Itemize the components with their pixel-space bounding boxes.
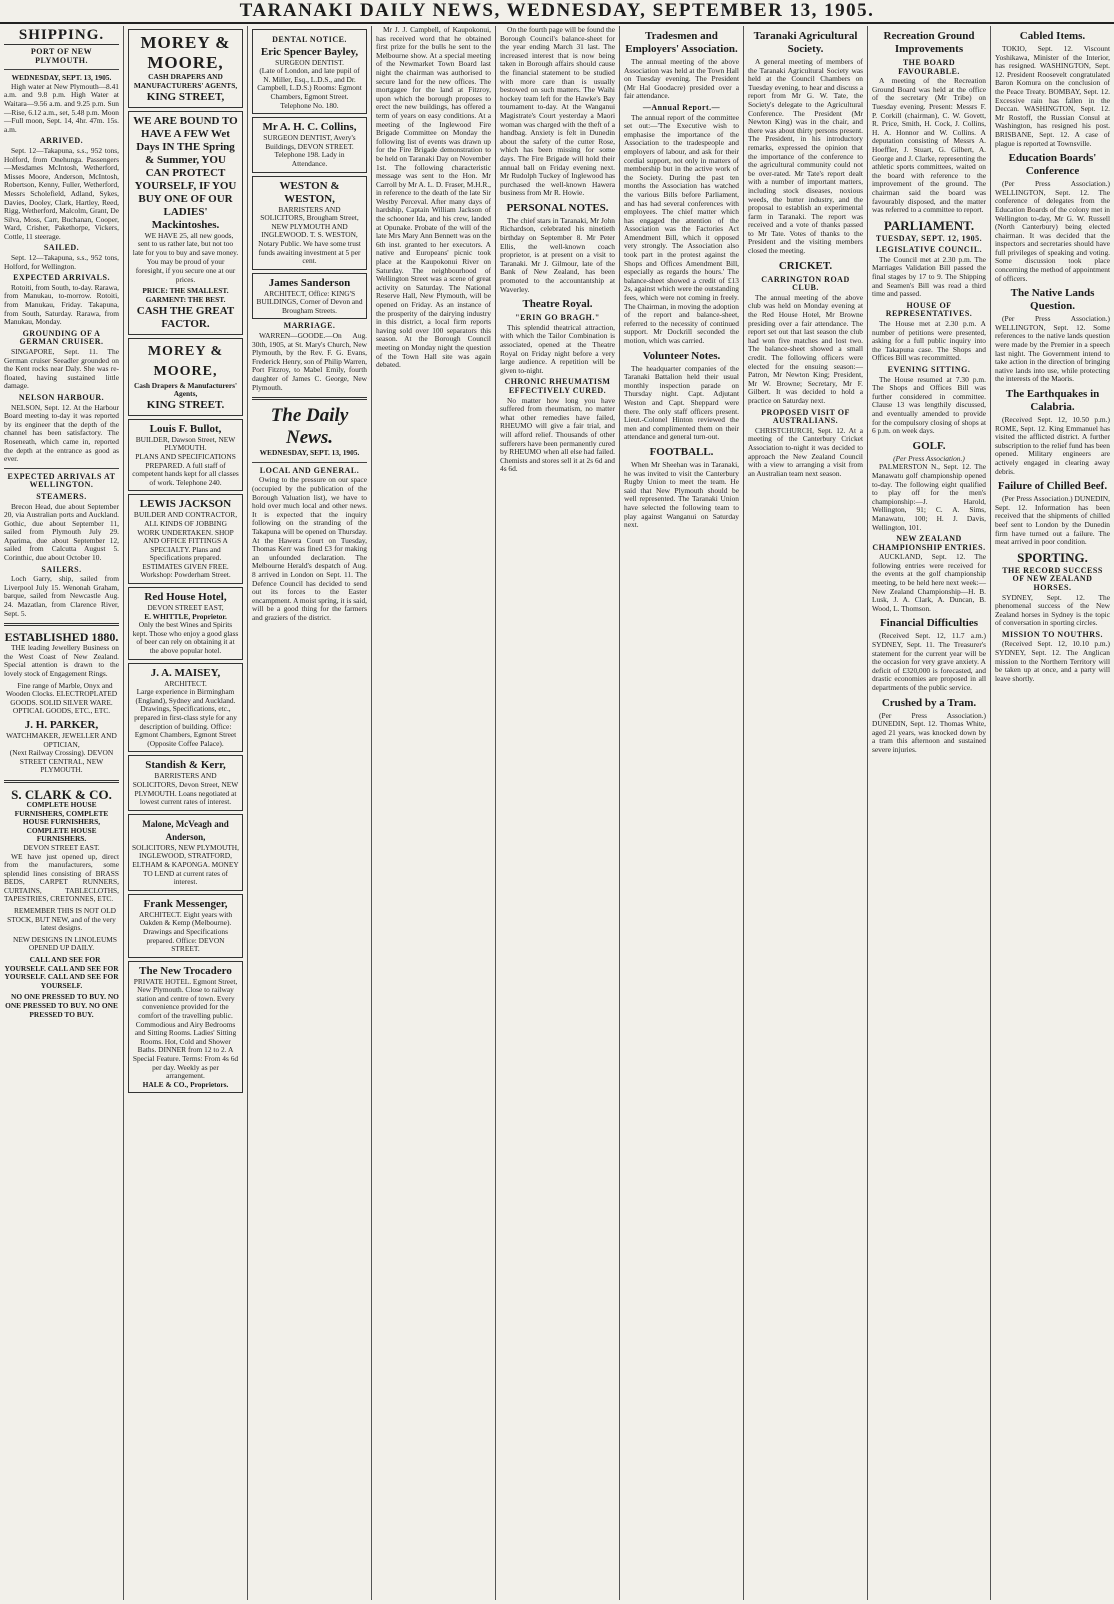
standish-name: Standish & Kerr, [145, 759, 226, 772]
hale-name: HALE & CO., Proprietors. [142, 1079, 229, 1089]
sailers-heading: SAILERS. [41, 564, 82, 574]
red-house-address: DEVON STREET EAST, [147, 603, 224, 613]
sanderson-name: James Sanderson [268, 276, 351, 289]
parker-name: J. H. PARKER, [24, 718, 99, 731]
expected-heading: EXPECTED ARRIVALS. [13, 273, 110, 283]
standish-text: BARRISTERS AND SOLICITORS, Devon Street, NEW PLYMOUTH. Loans negotiated at lowest current rates of interest. [132, 771, 239, 807]
clark-trade: COMPLETE HOUSE FURNISHERS, COMPLETE HOUSE FURNISHERS, COMPLETE HOUSE FURNISHERS. [14, 799, 109, 844]
malone-ad [128, 814, 243, 891]
daily-news-date: WEDNESDAY, SEPT. 13, 1905. [259, 448, 360, 458]
recreation-subheading: THE BOARD FAVOURABLE. [898, 58, 960, 76]
column-ads-1 [124, 26, 248, 1600]
messenger-name: Frank Messenger, [143, 897, 228, 910]
annual-report-text: The annual report of the committee set out:—'The Executive wish to emphasise the importance of the Association to the tradespeople and employers of labour, and ask for their cordial support, not only in matters of membership but in the active work of the Society. During the past ten months the Association has watched the various Bills before Parliament, and has had several conferences with employees. The chief matter which has engaged the attention of the Association was the Factories Act Amendment Bill, which it opposed very strongly. The Association also took part in the protest against the Shops and Offices Amendment Bill, especially as regards the hours.' The balance-sheet showed a credit of £13 2s, against which were the outstanding fees, which were not coming in freely. The Chairman, in moving the adoption of the report and balance-sheet, referred to the necessity of continued support. Mr Dockrill seconded the motion, which was carried. [624, 112, 739, 345]
local-general-text: Owing to the pressure on our space (occupied by the publication of the Borough Valuation list), we have to hold over much local and other news. It is expected that the inquiry following on the stranding of the Takapuna will be opened on Thursday. At the Hawera Court on Tuesday, Thomas Kerr was fined £3 for making an unfounded declaration. The Melbourne Herald's despatch of Aug. 8 arrived in London on Sept. 11. The Defence Council has decided to send out its forces to the Easter encampment. A moist spring, it is said, will be a good thing for the farmers and graziers of the district. [252, 475, 367, 622]
established-heading: ESTABLISHED 1880. [4, 630, 119, 645]
marriage-heading: MARRIAGE. [283, 321, 336, 331]
arrived-heading: ARRIVED. [39, 136, 84, 146]
masthead: TARANAKI DAILY NEWS, WEDNESDAY, SEPTEMBER 13, 1905. [0, 0, 1114, 24]
football-heading: FOOTBALL. [649, 445, 714, 458]
personal-heading: PERSONAL NOTES. [506, 201, 609, 214]
jackson-ad [128, 494, 243, 584]
maisey-ad [128, 663, 243, 753]
divider [4, 623, 119, 626]
local-news-text: Mr J. J. Campbell, of Kaupokonui, has received word that he obtained first prize for the bulls he sent to the Melbourne show. At a special meeting of the Newmarket Town Board last night the chairman was authorised to secure land for the new offices. The mortgagee for the land at Fitzroy, upon which the borough proposes to erect the new buildings, has offered a term of years on easy conditions. At a meeting of the Inglewood Fire Brigade Committee on Monday the following list of events was drawn up for the Fire Brigade demonstration to be held on Taranaki Day on November 1st. The following characteristic message was sent to the Hon. Mr Carroll by Mr A. L. D. Fraser, M.H.R., in reference to the death of the late Sir Westby Perceval. After many days of hardship, Captain William Jackson of the schooner Ida, and his crew, landed at Opunake. Probate of the will of the late Mrs Mary Ann Bennett was on the 6th inst. granted to her executors. A native and Europeans' picnic took place at the Kaupokonui River on Saturday. The neighbourhood of Wellington Street was a scene of great activity on Saturday. The National Reserve Hall, New Plymouth, will be opened on Friday. As an instance of the prosperity of the dairying industry in this district, a local firm reports having sold over 100 separators this season. At the Borough Council meeting on Monday night the question of the Town Hall site was again debated. [376, 26, 491, 370]
column-tradesmen [620, 26, 744, 1600]
education-text: (Per Press Association.) WELLINGTON, Sept. 12. The conference of delegates from the Education Boards of the colony met in Wellington to-day, Mr G. W. Russell (North Canterbury) being elected chairman. It was decided that the inspectors and secretaries should have full privileges of speaking and voting. Some discussion took place concerning the method of appointment of officers. [995, 179, 1110, 283]
education-heading: Education Boards' Conference [1008, 152, 1097, 178]
tradesmen-heading: Tradesmen and Employers' Association. [625, 30, 738, 55]
bayley-name: Eric Spencer Bayley, [260, 45, 359, 58]
native-lands-heading: The Native Lands Question. [1010, 287, 1095, 313]
legislative-text: The Council met at 2.30 p.m. The Marriages Validation Bill passed the final stages by 17 to 9. The Shipping and Seamen's Bill was read a third time and passed. [872, 254, 986, 299]
expected-wellington-heading: EXPECTED ARRIVALS AT WELLINGTON. [7, 471, 116, 490]
shipping-date: WEDNESDAY, SEPT. 13, 1905. [11, 73, 112, 83]
divider [252, 462, 367, 463]
golf-heading: GOLF. [912, 439, 946, 452]
bayley-trade: SURGEON DENTIST. [275, 57, 344, 67]
king-street: KING STREET, [146, 90, 225, 103]
divider [252, 397, 367, 400]
price-line: PRICE: THE SMALLEST. [142, 286, 229, 296]
cricket-text: The annual meeting of the above club was held on Monday evening at the Red House Hotel, Mr Browne presiding over a fair attendance. The report set out that last season the club had won five matches and lost two. The balance-sheet showed a small credit. The following officers were elected for the ensuing season:—Patron, Mr Newton King; President, Mr W. Browne; Secretary, Mr F. Gilbert. It was decided to hold a practice on Saturday next. [748, 292, 863, 405]
watches-text: Fine range of Marble, Onyx and Wooden Clocks. ELECTROPLATED GOODS. SOLID SILVER WARE. OPTICAL GOODS, ETC., ETC. [5, 680, 118, 716]
sailers-text: Loch Garry, ship, sailed from Liverpool July 15. Wenonah Graham, barque, sailed from Newcastle Aug. 24. Mazatlan, from Clarence River, Sept. 5. [4, 574, 119, 618]
morey-moore-ad [128, 29, 243, 108]
tradesmen-text: The annual meeting of the above Association was held at the Town Hall on Tuesday evening. The President (Mr Hal Goodacre) presided over a fair attendance. [624, 57, 739, 101]
legislative-heading: LEGISLATIVE COUNCIL. [875, 245, 983, 255]
established-text: THE leading Jewellery Business on the West Coast of New Zealand. Special attention is drawn to the lovely stock of Engagement Rings. [4, 643, 119, 678]
financial-heading: Financial Difficulties [879, 617, 979, 630]
tram-heading: Crushed by a Tram. [881, 696, 977, 709]
collins-name: Mr A. H. C. Collins, [262, 121, 357, 134]
weston-text: BARRISTERS AND SOLICITORS, Brougham Street, NEW PLYMOUTH AND INGLEWOOD. T. S. WESTON, Notary Public. We have some trust funds awaiting investment at 5 per cent. [258, 204, 361, 266]
call-text: CALL AND SEE FOR YOURSELF. CALL AND SEE FOR YOURSELF. CALL AND SEE FOR YOURSELF. [4, 955, 119, 990]
maisey-name: J. A. MAISEY, [150, 666, 221, 679]
tram-text: (Per Press Association.) DUNEDIN, Sept. 12. Thomas White, aged 21 years, was knocked down by a tram this afternoon and sustained severe injuries. [872, 710, 986, 754]
cabled-text: TOKIO, Sept. 12. Viscount Yoshikawa, Minister of the Interior, has resigned. WASHINGTON, Sept. 12. President Roosevelt congratulated Baron Komura on the conclusion of the Peace Treaty. BOMBAY, Sept. 12. Excessive rain has fallen in the Deccan. WASHINGTON, Sept. 12. Mr Rostoff, the Russian Consul at Washington, has resigned his post. BRISBANE, Sept. 12. A case of plague is reported at Townsville. [995, 44, 1110, 148]
sanderson-text: ARCHITECT, Office: KING'S BUILDINGS, Corner of Devon and Brougham Streets. [256, 288, 363, 315]
proposed-visit-text: CHRISTCHURCH, Sept. 12. At a meeting of the Canterbury Cricket Association to-night it was decided to approach the New Zealand Council with a view to arranging a visit from an Australian team next season. [748, 425, 863, 478]
trocadero-text: PRIVATE HOTEL. Egmont Street, New Plymouth. Close to railway station and centre of town. Every convenience provided for the comfort of the travelling public. Commodious and Airy Bedrooms and Sitting Rooms. Ladies' Sitting Rooms. Hot, Cold and Shower Baths. DINNER from 12 to 2. A Special Feature. Terms: From 4s 6d per day. Weekly as per arrangement. [132, 976, 239, 1081]
chilled-beef-heading: Failure of Chilled Beef. [997, 480, 1108, 493]
messenger-text: ARCHITECT. Eight years with Oakden & Kemp (Melbourne). Drawings and Specifications prepared. Office: DEVON STREET. [138, 909, 233, 954]
theatre-text: This splendid theatrical attraction, with which the Tailor Combination is associated, opened at the Theatre Royal on Friday night before a very large audience. A repetition will be given to-night. [500, 322, 615, 375]
sailed-heading: SAILED. [43, 243, 80, 253]
column-news-personal [496, 26, 620, 1600]
cricket-subheading: CARRINGTON ROAD CLUB. [761, 274, 850, 293]
morey-moore-name: MOREY & MOORE, [140, 33, 231, 72]
parliament-heading: PARLIAMENT. [883, 217, 975, 233]
nelson-text: NELSON, Sept. 12. At the Harbour Board meeting to-day it was reported by its engineer that the depth of the channel has been satisfactory. The Roseneath, which came in, reported the depth at the entrance as good as ever. [4, 402, 119, 464]
divider [4, 780, 119, 783]
grounding-text: SINGAPORE, Sept. 11. The German cruiser Seeadler grounded on the Kent rocks near Daly. She was re-floated, having sustained little damage. [4, 347, 119, 391]
mission-heading: MISSION TO NOUTHRS. [1001, 629, 1103, 639]
clark-text: WE have just opened up, direct from the manufacturers, some splendid lines consisting of BRASS BEDS, CARPET RUNNERS, CURTAINS, TABLECLOTHS, TAPESTRIES, CRETONNES, ETC. [4, 851, 119, 904]
championship-text: AUCKLAND, Sept. 12. The following entries were received for the events at the golf championship meeting, to be held here next week:—New Zealand Championship—H. B. Lusk, J. A. Clark, A. Duncan, B. Wood, L. Thomson. [872, 552, 986, 613]
bullot-name: Louis F. Bullot, [149, 422, 222, 435]
theatre-heading: Theatre Royal. [522, 298, 593, 311]
morey-moore-ad-2 [128, 338, 243, 416]
bayley-ad [252, 29, 367, 114]
house-text: The House met at 2.30 p.m. A number of petitions were presented, asking for a full public inquiry into the Takapuna case. The Shops and Offices Bill was recommitted. [872, 319, 986, 363]
cash-line: CASH THE GREAT FACTOR. [136, 304, 235, 330]
sporting-text: SYDNEY, Sept. 12. The phenomenal success of the New Zealand horses in Sydney is the topic of conversation in sporting circles. [995, 592, 1110, 628]
nelson-heading: NELSON HARBOUR. [18, 392, 105, 402]
chilled-beef-text: (Per Press Association.) DUNEDIN, Sept. 12. Information has been received that the shipments of chilled beef sent to London by the Dunedin firm have turned out a failure. The meat arrived in poor condition. [995, 494, 1110, 547]
sanderson-ad [252, 273, 367, 320]
cricket-heading: CRICKET. [778, 259, 833, 272]
column-recreation-parliament [868, 26, 991, 1600]
jackson-name: LEWIS JACKSON [139, 498, 232, 511]
sporting-subheading: THE RECORD SUCCESS OF NEW ZEALAND HORSES. [1002, 565, 1103, 592]
collins-ad [252, 117, 367, 172]
mackintosh-text: WE HAVE 25, all new goods, sent to us rather late, but not too late for you to buy and save money. You may be proud of your foresight, if you secure one at our prices. [132, 230, 239, 284]
steamers-heading: STEAMERS. [36, 491, 87, 501]
parliament-date: TUESDAY, SEPT. 12, 1905. [875, 233, 983, 243]
bullot-trade: BUILDER, Dawson Street, NEW PLYMOUTH. [135, 434, 236, 453]
tides-text: High water at New Plymouth—8.41 a.m. and 9.8 p.m. High Water at Waitara—9.56 a.m. and 9.25 p.m. Sun—Rise, 6.12 a.m., set, 5.48 p.m. Moon—Full moon, Sept. 14, 4hr. 47m. 15s. a.m. [4, 81, 119, 134]
morey-moore-trade-2: Cash Drapers & Manufacturers' Agents, [133, 380, 238, 399]
divider [4, 69, 119, 70]
golf-text: PALMERSTON N., Sept. 12. The Manawatu golf championship opened to-day. The following eight qualified to play off for the men's championship:—J. Harold, Wellington, 91; C. A. Sims, Manawatu, 100; H. J. Davis, Wellington, 101. [872, 462, 986, 532]
red-house-text: Only the best Wines and Spirits kept. Those who enjoy a good glass of beer can rely on obtaining it at the above popular hotel. [132, 620, 239, 656]
rheumatism-heading: CHRONIC RHEUMATISM EFFECTIVELY CURED. [504, 377, 611, 395]
bullot-ad [128, 419, 243, 492]
golf-source: (Per Press Association.) [893, 453, 965, 463]
pressed-text: NO ONE PRESSED TO BUY. NO ONE PRESSED TO BUY. NO ONE PRESSED TO BUY. [5, 992, 119, 1019]
expected-text: Rotoiti, from South, to-day. Rarawa, from Manukau, to-morrow. Rotoiti, from Manukau, Friday. Takapuna, from South, Saturday. Rarawa, from Manukau, Monday. [4, 282, 119, 327]
rheumatism-text: No matter how long you have suffered from rheumatism, no matter what other remedies have failed, RHEUMO will give a fair trial, and will afford relief. Thousands of other sufferers have been permanently cured by RHEUMO when all else had failed. Chemists and stores sell it at 2s 6d and 4s 6d. [500, 395, 615, 474]
morey-moore-name-2: MOREY & MOORE, [147, 343, 224, 379]
clark-name: S. CLARK & CO. [11, 786, 112, 802]
mackintosh-headline: WE ARE BOUND TO HAVE A FEW Wet Days IN THE Spring & Summer, YOU CAN PROTECT YOURSELF, IF YOU BUY ONE OF OUR LADIES' Mackintoshes. [133, 114, 238, 231]
evening-text: The House resumed at 7.30 p.m. The Shops and Offices Bill was further considered in committee. Clause 13 was lengthily discussed, and eventually amended to provide for the compulsory closing of shops at 6 p.m. on week days. [872, 374, 986, 436]
remember-text: REMEMBER THIS IS NOT OLD STOCK, BUT NEW, and of the very latest designs. [7, 906, 116, 933]
financial-text: (Received Sept. 12, 11.7 a.m.) SYDNEY, Sept. 11. The Treasurer's statement for the current year will be the occasion for very grave anxiety. A deficit of £320,000 is forecasted, and drastic economies are proposed in all departments of the public service. [872, 631, 986, 692]
column-shipping [0, 26, 124, 1600]
divider [4, 468, 119, 469]
earthquakes-heading: The Earthquakes in Calabria. [1005, 388, 1100, 413]
clark-address: DEVON STREET EAST. [23, 842, 100, 852]
football-text: When Mr Sheehan was in Taranaki, he was invited to visit the Canterbury Rugby Union to meet the team. He said that New Plymouth should be well represented. The Taranaki Union have selected the following team to play against Wanganui on Saturday next. [624, 459, 739, 530]
red-house-name: Red House Hotel, [144, 591, 227, 604]
malone-name: Malone, McVeagh and Anderson, [142, 818, 229, 842]
parker-trade: WATCHMAKER, JEWELLER AND OPTICIAN, [6, 730, 117, 749]
bullot-text: PLANS AND SPECIFICATIONS PREPARED. A full staff of competent hands kept for all classes of work. Telephone 240. [132, 451, 239, 487]
proposed-visit-heading: PROPOSED VISIT OF AUSTRALIANS. [761, 407, 850, 426]
theatre-subheading: "ERIN GO BRAGH." [515, 313, 600, 323]
volunteer-text: The headquarter companies of the Taranaki Battalion held their usual monthly inspection parade on Thursday night. Capt. Adjutant Weston and Capt. Sheppard were there. The only staff officers present. Lieut.-Colonel Hinton reviewed the men and complimented them on their attendance and general turn-out. [624, 363, 739, 442]
agricultural-text: A general meeting of members of the Taranaki Agricultural Society was held at the Council Chambers on Tuesday evening, to hear and discuss a report from Mr G. W. Tate, the Society's delegate to the Agricultural Conference. The President (Mr Newton King) was in the chair, and there was about thirty persons present. The President, in his introductory remarks, expressed the opinion that the importance of the conference to the agricultural community could not be over-rated. Mr Tate's report dealt with a number of important matters, including stock diseases, noxious weeds, the butter industry, and the proposal to establish an experimental farm in Taranaki. The report was received and a vote of thanks passed to Mr Tate. Votes of thanks to the President and the visiting members closed the meeting. [748, 57, 863, 256]
marriage-text: WARREN—GOODE.—On Aug. 30th, 1905, at St. Mary's Church, New Plymouth, by the Rev. F. G. Evans, Frederick Henry, son of Philip Warren, Port Fitzroy, to Mabel Emily, fourth daughter of James C. George, New Plymouth. [252, 331, 367, 392]
news-text: On the fourth page will be found the Borough Council's balance-sheet for the year ending March 31 last. The increased interest that is now being taken in Borough affairs should cause the financial statement to be studied with more care than is usually bestowed on such matters. The Waihi hockey team left for the Hawke's Bay tournament to-day. At the Wanganui Magistrate's Court yesterday a Maori woman was charged with the theft of a handbag. Anxiety is felt in Dunedin about the safety of the cutter Rose, which has been missing for some days. The Fire Brigade will hold their annual ball on Friday evening next. Mr Rudolph Tuckey of Inglewood has purchased the well-known Hawera business from Mr R. Howie. [500, 26, 615, 198]
column-agricultural [744, 26, 868, 1600]
grounding-heading: GROUNDING OF A GERMAN CRUISER. [19, 328, 104, 347]
evening-heading: EVENING SITTING. [887, 365, 971, 374]
annual-report-heading: —Annual Report.— [642, 102, 721, 112]
personal-text: The chief stars in Taranaki, Mr John Richardson, celebrated his ninetieth birthday on September 8. Mr Peter Ellis, the well-known coach proprietor, is at present on a visit to Taranaki. Mr J. Gilmour, late of the Bank of New Zealand, has been promoted to the accountantship at Waverley. [500, 215, 615, 294]
port-heading: PORT OF NEW PLYMOUTH. [30, 47, 93, 65]
column-cabled [991, 26, 1114, 1600]
daily-news-title: The Daily News. [270, 405, 349, 449]
cabled-heading: Cabled Items. [1019, 30, 1086, 42]
dental-heading: DENTAL NOTICE. [272, 35, 347, 44]
agricultural-heading: Taranaki Agricultural Society. [753, 30, 858, 55]
sailed-text: Sept. 12—Takapuna, s.s., 952 tons, Holford, for Wellington. [4, 253, 119, 271]
bayley-text: (Late of London, and late pupil of N. Miller, Esq., L.D.S., and Dr. Campbell, L.D.S.) Rooms: Egmont Chambers, Egmont Street. Telephone No. 180. [257, 66, 362, 110]
king-street-2: KING STREET. [146, 398, 225, 411]
garment-line: GARMENT: THE BEST. [145, 294, 226, 304]
jackson-text: BUILDER AND CONTRACTOR, ALL KINDS OF JOBBING WORK UNDERTAKEN. SHOP AND OFFICE FITTINGS A SPECIALTY. Plans and Specifications prepared. ESTIMATES GIVEN FREE. Workshop: Powderham Street. [133, 510, 238, 580]
messenger-ad [128, 894, 243, 958]
local-general-heading: LOCAL AND GENERAL. [259, 465, 360, 475]
maisey-trade: ARCHITECT. [164, 678, 207, 688]
trocadero-name: The New Trocadero [139, 964, 232, 977]
volunteer-heading: Volunteer Notes. [642, 349, 721, 362]
maisey-text: Large experience in Birmingham (England), Sydney and Auckland. Drawings, Specifications, etc., prepared in first-class style for any description of building. Office: Egmont Chambers, Egmont Street (Opposite Coffee Palace). [134, 687, 237, 748]
linoleums-text: NEW DESIGNS IN LINOLEUMS OPENED UP DAILY. [13, 934, 117, 953]
standish-ad [128, 755, 243, 810]
sporting-heading: SPORTING. [1017, 549, 1088, 565]
championship-heading: NEW ZEALAND CHAMPIONSHIP ENTRIES. [872, 534, 986, 552]
mission-text: (Received Sept. 12, 10.10 p.m.) SYDNEY, Sept. 12. The Anglican mission to the Northern Territory will be taken up at once, and a party will leave shortly. [995, 639, 1110, 683]
house-heading: HOUSE OF REPRESENTATIVES. [885, 300, 973, 319]
column-notices [248, 26, 372, 1600]
earthquakes-text: (Received Sept. 12, 10.50 p.m.) ROME, Sept. 12. King Emmanuel has visited the afflicted district. A further subscription to the relief fund has been opened. Military engineers are actively engaged in clearing away debris. [995, 415, 1110, 476]
trocadero-ad [128, 961, 243, 1094]
recreation-text: A meeting of the Recreation Ground Board was held at the office of the secretary (Mr Tribe) on Tuesday evening. Present: Messrs F. P. Corkill (chairman), C. W. Govett, R. Price, Smith, H. Cock, J. Collins, H. A. Honnor and W. Collins. A deputation consisting of Messrs A. Hoeffler, J. Stuart, G. Gilbert, A. George and J. Clarke, representing the athletic sports committees, waited on the board with reference to the improvement of the ground. The chairman said the board was favourably disposed, and the matter was referred to a committee to report. [872, 76, 986, 215]
native-lands-text: (Per Press Association.) WELLINGTON, Sept. 12. Some references to the native lands question were made by the Premier in a speech last night. The Government intend to take action in the direction of bringing native lands into use, while protecting the interests of the Maoris. [995, 314, 1110, 384]
malone-text: SOLICITORS, NEW PLYMOUTH, INGLEWOOD, STRATFORD, ELTHAM & KAPONGA. MONEY TO LEND at current rates of interest. [132, 842, 239, 887]
shipping-heading: SHIPPING. [4, 26, 119, 45]
weston-ad [252, 176, 367, 270]
arrived-text: Sept. 12—Takapuna, s.s., 952 tons, Holford, from Onehunga. Passengers—Mesdames McIntosh, Wetherford, Misses Moore, Anderson, McIntosh, Robertson, Kenny, Fuller, Wetherford, Messrs Scholefield, Adland, Sykes, Davies, Dooley, Clark, Hartley, Reed, Rigg, Wetherford, Malcolm, Grant, De Silva, Moss, Carr, Buchanan, Cooper, Ward, Crisher, Pakethorpe, Vickers, Cottle, 11 steerage. [4, 145, 119, 241]
steamers-text: Brecon Head, due about September 20, via Australian ports and Auckland. Gothic, due about September 11, sailed from Plymouth July 29. Aparima, due about September 12, sailed from Calcutta August 5. Corinthic, due about October 10. [4, 501, 119, 563]
weston-name: WESTON & WESTON, [279, 179, 340, 205]
whittle-name: E. WHITTLE, Proprietor. [144, 611, 227, 621]
mackintosh-ad [128, 111, 243, 335]
column-local-news [372, 26, 496, 1600]
collins-text: SURGEON DENTIST, Avery's Buildings, DEVON STREET. Telephone 198. Lady in Attendance. [263, 133, 356, 168]
morey-moore-trade: CASH DRAPERS AND MANUFACTURERS' AGENTS, [133, 72, 238, 90]
parker-address: (Next Railway Crossing). DEVON STREET CENTRAL, NEW PLYMOUTH. [9, 748, 114, 775]
red-house-ad [128, 587, 243, 660]
recreation-heading: Recreation Ground Improvements [883, 30, 975, 55]
